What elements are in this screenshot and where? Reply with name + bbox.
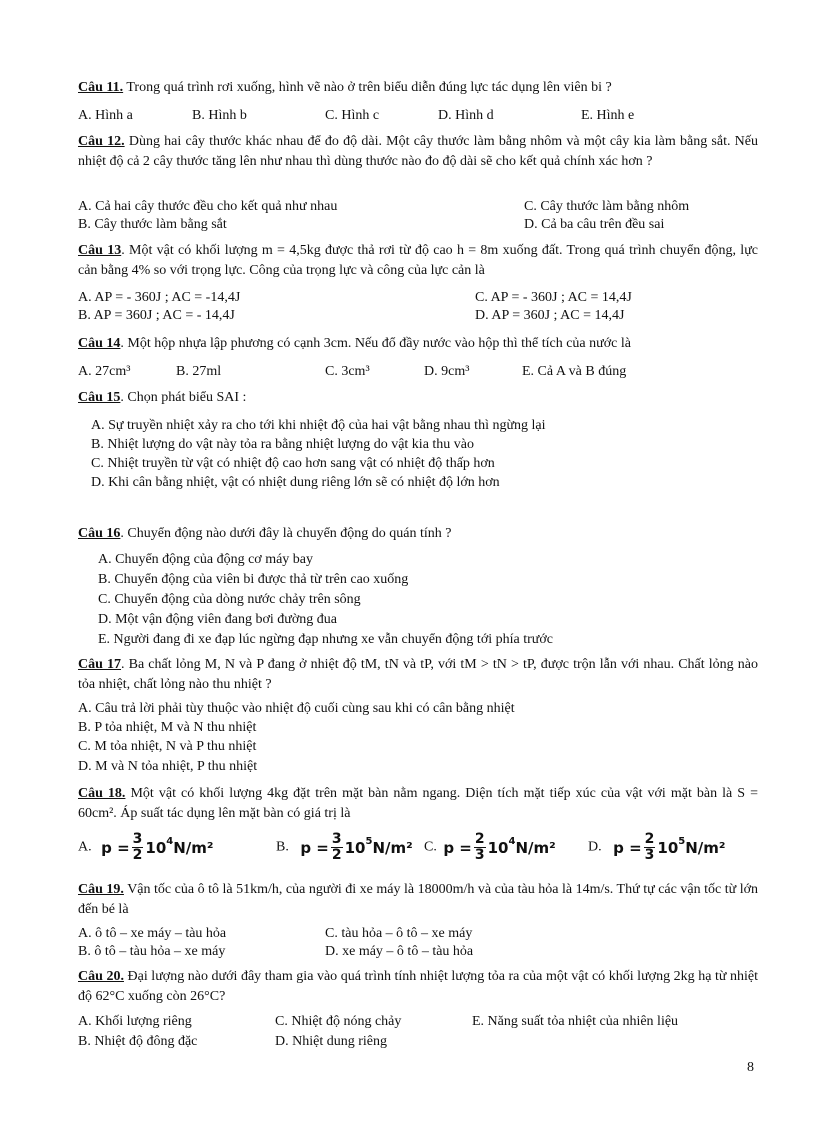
option: D. Hình d — [438, 108, 494, 123]
pressure-formula — [300, 832, 412, 863]
option-letter: B. — [276, 839, 289, 855]
option: C. Chuyển động của dòng nước chảy trên sông — [98, 592, 361, 607]
formula-lhs: p = — [443, 838, 472, 857]
option: B. P tỏa nhiệt, M và N thu nhiệt — [78, 720, 257, 735]
option: A. Chuyển động của động cơ máy bay — [98, 552, 314, 567]
question-14 — [78, 334, 758, 354]
formula-unit: N/m² — [173, 838, 214, 857]
formula-exponent: 4 — [166, 835, 174, 847]
fraction: $\frac{2}{3}$ — [474, 831, 485, 863]
option-a — [78, 832, 213, 863]
option: B. ô tô – tàu hỏa – xe máy — [78, 944, 226, 959]
question-text: Trong quá trình rơi xuống, hình vẽ nào ở trên biểu diễn đúng lực tác dụng lên viên bi ? — [126, 80, 612, 95]
fraction: $\frac{2}{3}$ — [644, 831, 655, 863]
option: E. Người đang đi xe đạp lúc ngừng đạp nhưng xe vẫn chuyển động tới phía trước — [98, 632, 553, 647]
question-text: Dùng hai cây thước khác nhau để đo độ dài. Một cây thước làm bằng nhôm và một cây kia làm bằng sắt. Nếu nhiệt độ cả 2 cây thước tăng lên như nhau thì dùng thước nào đo độ dài sẽ cho kết quả chính xác hơn ? — [78, 134, 759, 169]
formula-base: 10 — [145, 838, 167, 857]
option: C. Hình c — [325, 108, 380, 123]
option-letter: D. — [588, 839, 602, 855]
option: A. Khối lượng riêng — [78, 1014, 192, 1029]
option: A. AP = - 360J ; AC = -14,4J — [78, 290, 241, 305]
option: E. Năng suất tỏa nhiệt của nhiên liệu — [472, 1014, 679, 1029]
pressure-formula — [613, 832, 725, 863]
option: E. Cả A và B đúng — [522, 364, 627, 379]
question-label: Câu 20. — [78, 969, 124, 984]
question-13 — [78, 241, 758, 281]
option: B. Nhiệt độ đông đặc — [78, 1034, 198, 1049]
question-label: Câu 19. — [78, 882, 124, 897]
formula-base: 10 — [487, 838, 509, 857]
question-label: Câu 14 — [78, 336, 121, 351]
option: E. Hình e — [581, 108, 635, 123]
question-19 — [78, 880, 758, 920]
option: D. AP = 360J ; AC = 14,4J — [475, 308, 625, 323]
question-17 — [78, 655, 758, 695]
question-label: Câu 11. — [78, 80, 124, 95]
question-16 — [78, 524, 452, 544]
option: C. 3cm³ — [325, 364, 370, 379]
question-label: Câu 17 — [78, 657, 122, 672]
question-20 — [78, 967, 758, 1007]
option: B. Chuyển động của viên bi được thả từ trên cao xuống — [98, 572, 409, 587]
option: A. Cả hai cây thước đều cho kết quả như nhau — [78, 199, 338, 214]
question-12 — [78, 132, 758, 172]
question-label: Câu 12. — [78, 134, 125, 149]
option-letter: C. — [424, 839, 437, 855]
question-label: Câu 18. — [78, 786, 126, 801]
option: C. tàu hỏa – ô tô – xe máy — [325, 926, 473, 941]
option: A. Hình a — [78, 108, 133, 123]
question-text: . Chọn phát biểu SAI : — [120, 390, 247, 405]
question-text: . Một hộp nhựa lập phương có cạnh 3cm. Nếu đổ đầy nước vào hộp thì thể tích của nước là — [120, 336, 631, 351]
question-text: Đại lượng nào dưới đây tham gia vào quá trình tính nhiệt lượng tỏa ra của một vật có khối lượng 2kg hạ từ nhiệt độ 62°C xuống còn 26°C? — [78, 969, 758, 1004]
formula-exponent: 4 — [508, 835, 516, 847]
option: C. Nhiệt truyền từ vật có nhiệt độ cao hơn sang vật có nhiệt độ thấp hơn — [91, 456, 495, 471]
option: C. M tỏa nhiệt, N và P thu nhiệt — [78, 739, 257, 754]
option: B. AP = 360J ; AC = - 14,4J — [78, 308, 235, 323]
option: D. Cả ba câu trên đều sai — [524, 217, 665, 232]
option: C. AP = - 360J ; AC = 14,4J — [475, 290, 632, 305]
formula-base: 10 — [657, 838, 679, 857]
formula-lhs: p = — [101, 838, 130, 857]
pressure-formula — [101, 832, 213, 863]
option: A. Sự truyền nhiệt xảy ra cho tới khi nhiệt độ của hai vật bằng nhau thì ngừng lại — [91, 418, 546, 433]
option: B. 27ml — [176, 364, 222, 379]
question-18 — [78, 784, 758, 824]
option: B. Hình b — [192, 108, 247, 123]
question-label: Câu 16 — [78, 526, 121, 541]
option: D. 9cm³ — [424, 364, 470, 379]
option: C. Nhiệt độ nóng chảy — [275, 1014, 402, 1029]
question-11 — [78, 78, 758, 98]
option: B. Cây thước làm bằng sắt — [78, 217, 227, 232]
option-c — [424, 832, 556, 863]
question-text: . Chuyển động nào dưới đây là chuyển động do quán tính ? — [120, 526, 452, 541]
pressure-formula — [443, 832, 555, 863]
formula-exponent: 5 — [678, 835, 686, 847]
question-text: . Một vật có khối lượng m = 4,5kg được thả rơi từ độ cao h = 8m xuống đất. Trong quá trình chuyển động, lực cản bằng 4% so với trọng lực. Công của trọng lực và công của lực cản là — [78, 243, 759, 278]
option: D. Khi cân bằng nhiệt, vật có nhiệt dung riêng lớn sẽ có nhiệt độ lớn hơn — [91, 475, 500, 490]
option: D. Một vận động viên đang bơi đường đua — [98, 612, 337, 627]
page-number: 8 — [747, 1060, 754, 1075]
option-b — [276, 832, 413, 863]
option-d — [588, 832, 725, 863]
formula-lhs: p = — [300, 838, 329, 857]
formula-unit: N/m² — [515, 838, 556, 857]
option: D. Nhiệt dung riêng — [275, 1034, 387, 1049]
formula-base: 10 — [344, 838, 366, 857]
fraction: $\frac{3}{2}$ — [132, 831, 143, 863]
question-text: Vận tốc của ô tô là 51km/h, của người đi xe máy là 18000m/h và của tàu hỏa là 14m/s. Thứ tự các vận tốc từ lớn đến bé là — [78, 882, 758, 917]
formula-unit: N/m² — [372, 838, 413, 857]
option: B. Nhiệt lượng do vật này tỏa ra bằng nhiệt lượng do vật kia thu vào — [91, 437, 475, 452]
formula-unit: N/m² — [685, 838, 726, 857]
formula-exponent: 5 — [365, 835, 373, 847]
option: D. xe máy – ô tô – tàu hỏa — [325, 944, 474, 959]
option: A. Câu trả lời phải tùy thuộc vào nhiệt độ cuối cùng sau khi có cân bằng nhiệt — [78, 701, 515, 716]
question-text: . Ba chất lỏng M, N và P đang ở nhiệt độ tM, tN và tP, với tM > tN > tP, được trộn lẫn với nhau. Chất lỏng nào tỏa nhiệt, chất lỏng nào thu nhiệt ? — [78, 657, 758, 692]
question-text: Một vật có khối lượng 4kg đặt trên mặt bàn nằm ngang. Diện tích mặt tiếp xúc của vật với mặt bàn là S = 60cm². Áp suất tác dụng lên mặt bàn có giá trị là — [78, 786, 758, 821]
formula-lhs: p = — [613, 838, 642, 857]
question-15 — [78, 388, 246, 408]
option: A. 27cm³ — [78, 364, 131, 379]
option: D. M và N tỏa nhiệt, P thu nhiệt — [78, 759, 258, 774]
question-label: Câu 15 — [78, 390, 121, 405]
fraction: $\frac{3}{2}$ — [331, 831, 342, 863]
option-letter: A. — [78, 839, 92, 855]
option: C. Cây thước làm bằng nhôm — [524, 199, 690, 214]
question-label: Câu 13 — [78, 243, 122, 258]
option: A. ô tô – xe máy – tàu hỏa — [78, 926, 227, 941]
